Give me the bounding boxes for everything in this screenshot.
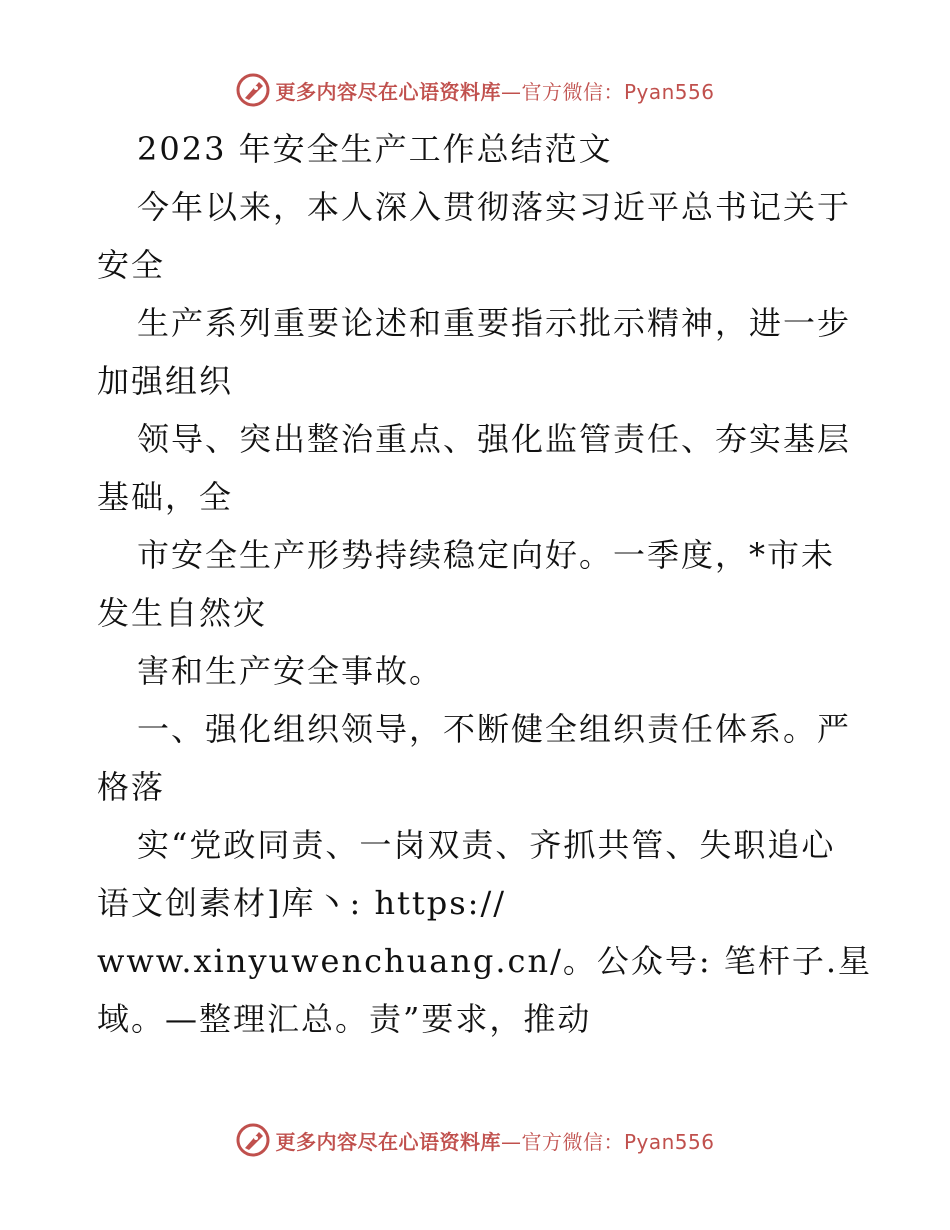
paragraph-line: 基础，全	[97, 478, 234, 516]
paragraph-line: 市安全生产形势持续稳定向好。一季度，*市未	[137, 536, 836, 574]
paragraph-line: 实“党政同责、一岗双责、齐抓共管、失职追心	[137, 826, 836, 864]
paragraph-line: www.xinyuwenchuang.cn/。公众号: 笔杆子.星	[97, 942, 872, 980]
header-banner-text	[275, 76, 714, 105]
pen-nib-logo-icon	[235, 72, 271, 108]
footer-banner-contact: 官方微信：Pyan556	[521, 1129, 715, 1154]
paragraph-line: 安全	[97, 246, 166, 284]
paragraph-line: 加强组织	[97, 362, 234, 400]
footer-banner-title: 更多内容尽在心语资料库	[275, 1129, 501, 1154]
header-banner-title: 更多内容尽在心语资料库	[275, 79, 501, 104]
document-body	[97, 120, 872, 1048]
header-banner-contact: 官方微信：Pyan556	[521, 79, 715, 104]
document-title: 2023 年安全生产工作总结范文	[137, 130, 613, 168]
header-banner-dash: —	[500, 79, 522, 104]
paragraph-line: 今年以来，本人深入贯彻落实习近平总书记关于	[137, 188, 852, 226]
header-banner	[0, 68, 950, 112]
paragraph-line: 一、强化组织领导，不断健全组织责任体系。严	[137, 710, 852, 748]
paragraph-line: 发生自然灾	[97, 594, 268, 632]
paragraph-line: 语文创素材]库丶: https://	[97, 884, 507, 922]
paragraph-line: 格落	[97, 768, 166, 806]
paragraph-line: 害和生产安全事故。	[137, 652, 444, 690]
footer-banner-dash: —	[500, 1129, 522, 1154]
footer-banner-text	[275, 1126, 714, 1155]
paragraph-line: 域。—整理汇总。责”要求，推动	[97, 1000, 592, 1038]
paragraph-line: 生产系列重要论述和重要指示批示精神，进一步	[137, 304, 852, 342]
pen-nib-logo-icon	[235, 1122, 271, 1158]
footer-banner	[0, 1118, 950, 1162]
paragraph-line: 领导、突出整治重点、强化监管责任、夯实基层	[137, 420, 852, 458]
